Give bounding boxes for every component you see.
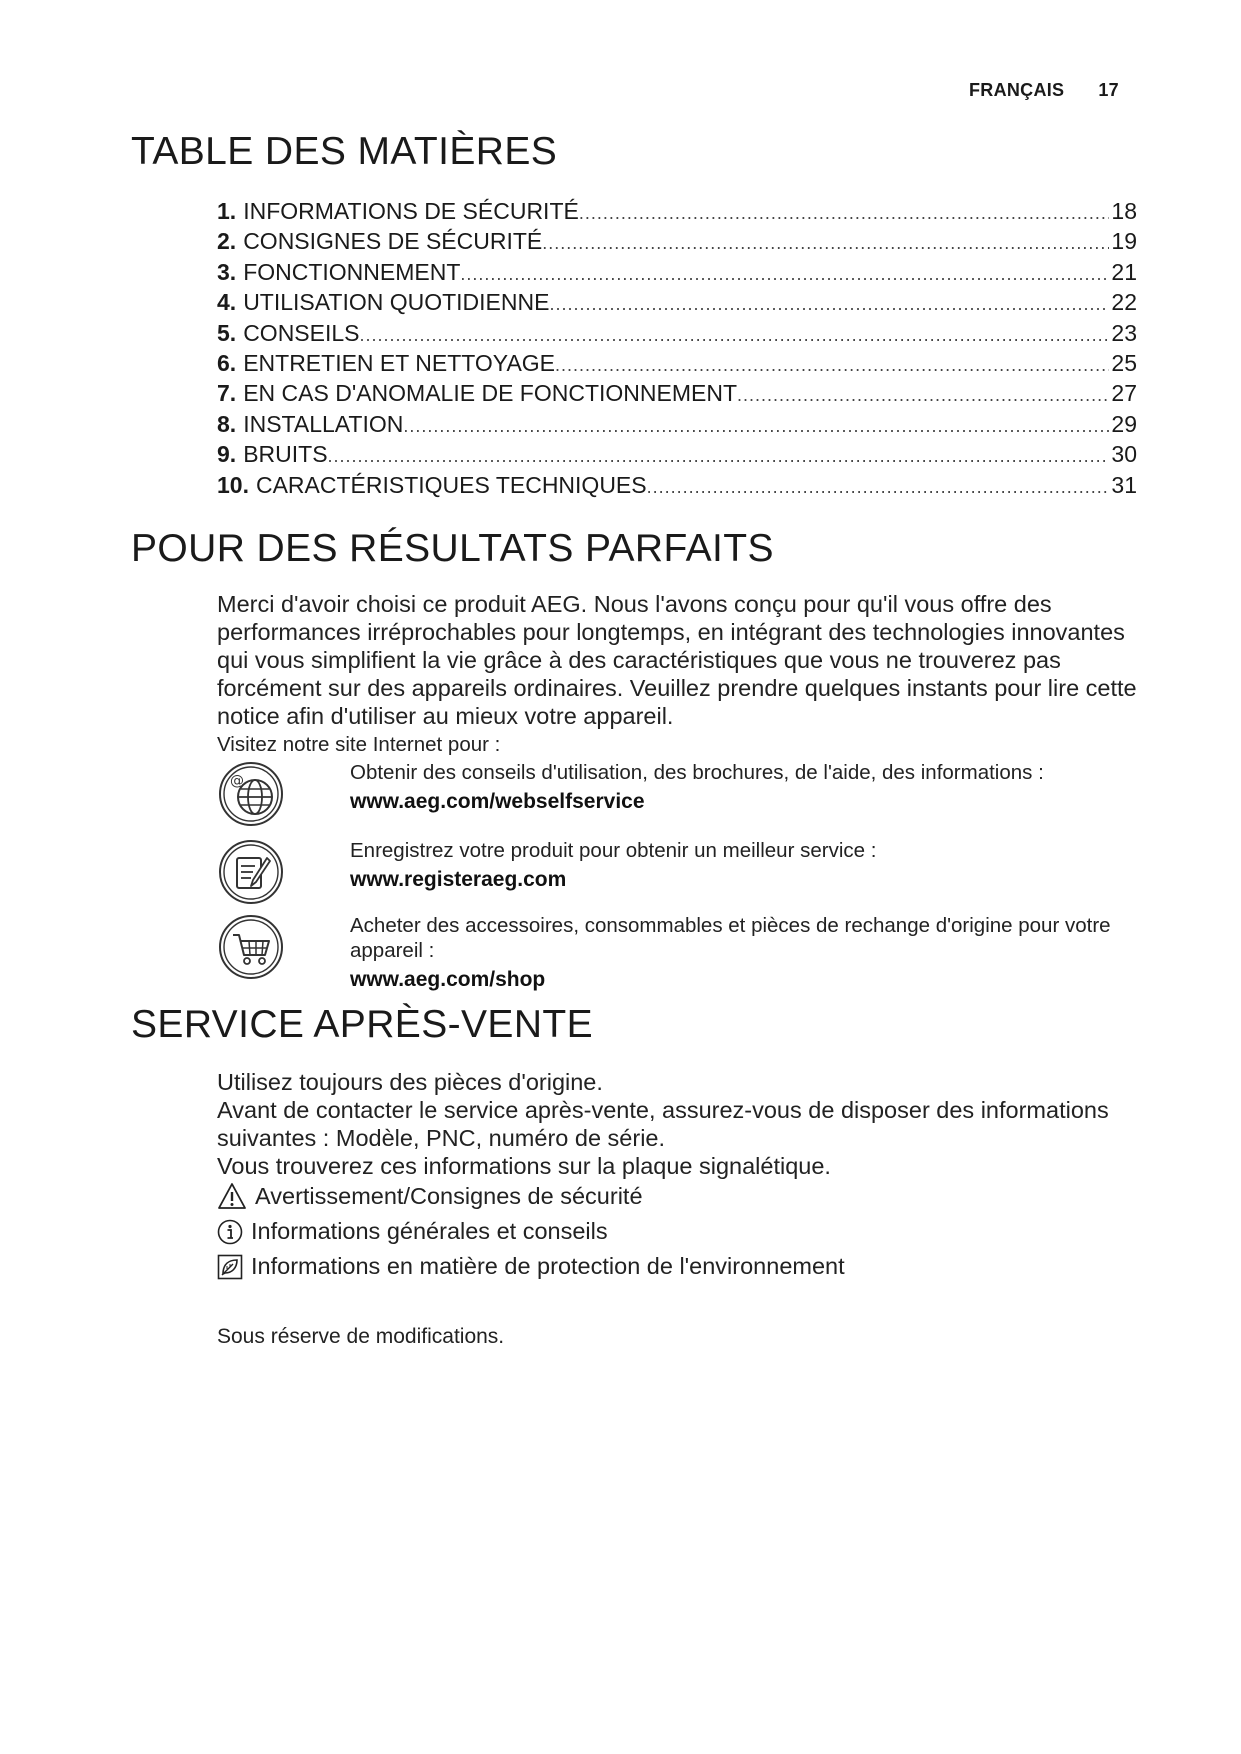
web-globe-icon [217,760,285,828]
toc-item[interactable] [217,411,1137,441]
legend-info [217,1218,608,1245]
toc-leader-dots [647,477,1110,498]
toc-item-page: 31 [1111,471,1137,498]
toc-item-title: CONSEILS [243,319,360,346]
resource-text: Acheter des accessoires, consommables et pièces de rechange d'origine pour votre appareil : [350,914,1111,962]
toc-leader-dots [542,233,1109,254]
toc-item-title: CARACTÉRISTIQUES TECHNIQUES [255,471,647,498]
toc-leader-dots [549,294,1109,315]
toc-leader-dots [328,446,1110,467]
toc-item[interactable] [217,350,1137,380]
resource-register [217,838,1137,912]
toc-item-title: EN CAS D'ANOMALIE DE FONCTIONNEMENT [243,380,738,407]
toc-item[interactable] [217,380,1137,410]
toc-item[interactable] [217,259,1137,289]
webselfservice-link[interactable]: www.aeg.com/webselfservice [350,790,645,813]
subject-to-change-note: Sous réserve de modifications. [217,1325,505,1348]
toc-item-page: 19 [1111,228,1137,255]
shop-link[interactable]: www.aeg.com/shop [350,968,546,991]
toc-heading: TABLE DES MATIÈRES [131,130,558,173]
svg-text:@: @ [230,773,244,789]
toc-item-title: CONSIGNES DE SÉCURITÉ [243,228,543,255]
toc-item-title: INFORMATIONS DE SÉCURITÉ [243,198,579,224]
toc-item-page: 18 [1111,198,1137,224]
warning-triangle-icon [217,1182,247,1210]
toc-item-number: 2. [217,228,237,255]
service-before-contact: Avant de contacter le service après-vente, assurez-vous de disposer des informations suivantes : Modèle, PNC, numéro de série. [217,1097,1109,1151]
shopping-cart-icon [217,913,285,981]
toc-item-number: 3. [217,258,237,285]
toc-item-number: 4. [217,289,237,316]
toc-item-page: 30 [1111,441,1137,468]
service-heading: SERVICE APRÈS-VENTE [131,1003,594,1046]
toc-item-page: 27 [1111,380,1137,407]
toc-leader-dots [460,264,1109,285]
toc-leader-dots [579,203,1110,224]
leaf-environment-icon [217,1254,243,1280]
toc-leader-dots [360,325,1110,346]
toc-item-title: ENTRETIEN ET NETTOYAGE [243,349,556,376]
resource-shop [217,913,1137,991]
toc-leader-dots [737,385,1109,406]
visit-website-text: Visitez notre site Internet pour : [217,733,501,756]
toc-leader-dots [403,416,1109,437]
toc-item-number: 1. [217,198,237,224]
legend-warning [217,1182,643,1210]
toc-item-page: 21 [1111,258,1137,285]
resource-description [350,760,1150,814]
toc-item[interactable] [217,198,1137,228]
legend-warning-text: Avertissement/Consignes de sécurité [255,1182,643,1209]
service-block [217,1068,1137,1180]
toc-leader-dots [555,355,1109,376]
registeraeg-link[interactable]: www.registeraeg.com [350,868,567,891]
toc-item-title: FONCTIONNEMENT [243,258,461,285]
toc-item-number: 7. [217,380,237,407]
toc-item-number: 10. [217,471,249,498]
toc-item[interactable] [217,320,1137,350]
service-original-parts: Utilisez toujours des pièces d'origine. [217,1069,603,1095]
toc-item[interactable] [217,441,1137,471]
toc-item-page: 29 [1111,410,1137,437]
toc-item-number: 8. [217,410,237,437]
table-of-contents [217,198,1137,502]
toc-item-page: 25 [1111,349,1137,376]
running-header [969,80,1119,101]
toc-item[interactable] [217,228,1137,258]
toc-item[interactable] [217,289,1137,319]
results-intro-block [217,590,1137,758]
toc-item[interactable] [217,472,1137,502]
toc-item-title: UTILISATION QUOTIDIENNE [243,289,550,316]
results-intro-text: Merci d'avoir choisi ce produit AEG. Nous l'avons conçu pour qu'il vous offre des performances irréprochables pour longtemps, en intégrant des technologies innovantes qui vous simplifient la vie grâce à des caractéristiques que vous ne trouverez pas forcément sur des appareils ordinaires. Veuillez prendre quelques instants pour lire cette notice afin d'utiliser au mieux votre appareil. [217,591,1137,729]
legend-environment [217,1253,845,1280]
resource-webselfservice [217,760,1137,834]
resource-description [350,838,1150,892]
info-icon [217,1219,243,1245]
resource-description [350,913,1150,992]
toc-item-page: 23 [1111,319,1137,346]
toc-item-number: 5. [217,319,237,346]
toc-item-number: 6. [217,349,237,376]
results-heading: POUR DES RÉSULTATS PARFAITS [131,527,774,570]
resource-text: Enregistrez votre produit pour obtenir un meilleur service : [350,839,877,862]
register-document-icon [217,838,285,906]
toc-item-number: 9. [217,441,237,468]
toc-item-title: INSTALLATION [243,410,404,437]
resource-text: Obtenir des conseils d'utilisation, des brochures, de l'aide, des informations : [350,761,1044,784]
legend-environment-text: Informations en matière de protection de l'environnement [251,1253,845,1279]
language-label: FRANÇAIS [968,80,1065,100]
toc-item-page: 22 [1111,289,1137,316]
page-number: 17 [1098,80,1119,100]
service-rating-plate: Vous trouverez ces informations sur la plaque signalétique. [217,1153,831,1179]
toc-item-title: BRUITS [243,441,328,468]
legend-info-text: Informations générales et conseils [251,1218,608,1244]
